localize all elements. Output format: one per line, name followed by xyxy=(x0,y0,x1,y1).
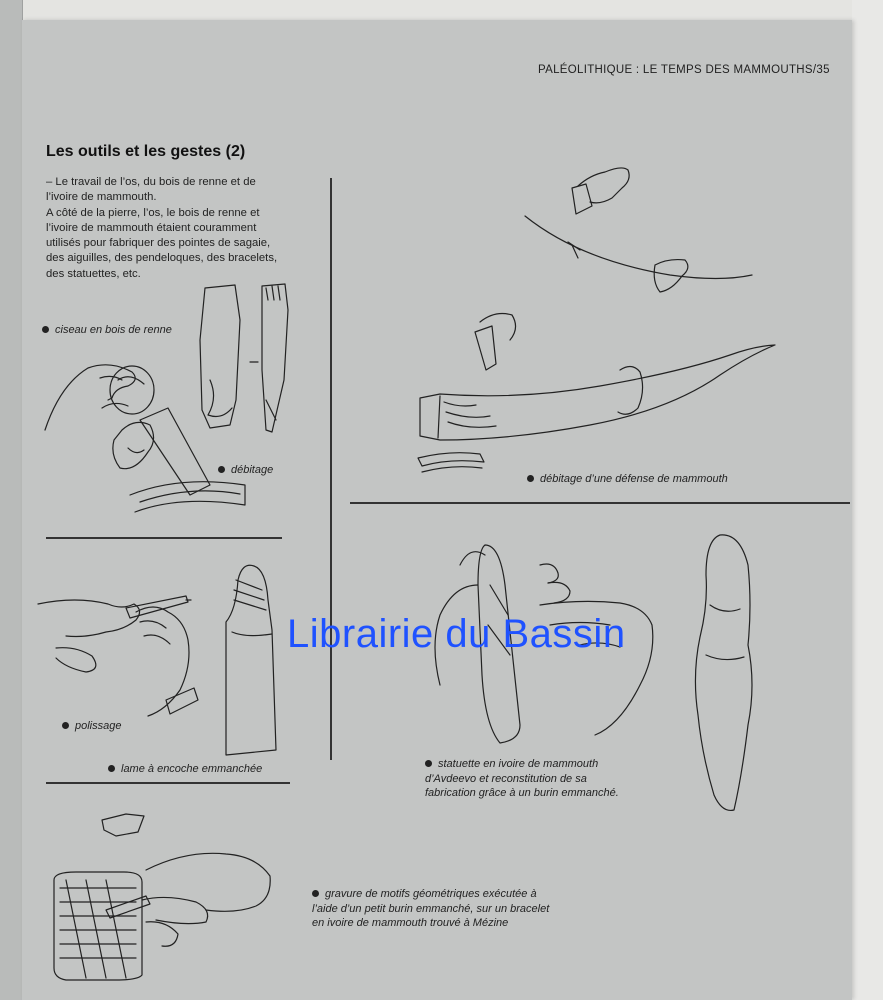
caption-ciseau: ciseau en bois de renne xyxy=(42,323,172,338)
bullet-icon xyxy=(425,760,432,767)
caption-polissage: polissage xyxy=(62,719,121,734)
bullet-icon xyxy=(42,326,49,333)
intro-line-1: – Le travail de l’os, du bois de renne et de l’ivoire de mammouth. xyxy=(46,176,256,204)
vertical-divider xyxy=(330,178,332,760)
tusk-cutting-illustration xyxy=(400,150,780,470)
intro-line-2: A côté de la pierre, l’os, le bois de renne et l’ivoire de mammouth étaient couramment utilisés pour fabriquer des pointes de sagaie, des aiguilles, des pendeloques, des bracelets, des statuettes, etc. xyxy=(46,206,278,280)
caption-lame: lame à encoche emmanchée xyxy=(108,762,262,777)
horizontal-divider-left-1 xyxy=(46,537,282,539)
bullet-icon xyxy=(218,466,225,473)
background-edge xyxy=(852,0,883,1000)
running-head: PALÉOLITHIQUE : LE TEMPS DES MAMMOUTHS/35 xyxy=(538,64,830,76)
horizontal-divider-left-2 xyxy=(46,782,290,784)
watermark: Librairie du Bassin xyxy=(287,612,626,656)
intro-text xyxy=(46,175,286,282)
left-page-edge xyxy=(0,0,23,1000)
bullet-icon xyxy=(108,765,115,772)
bullet-icon xyxy=(527,475,534,482)
page-title: Les outils et les gestes (2) xyxy=(46,143,246,160)
bullet-icon xyxy=(312,890,319,897)
caption-debitage: débitage xyxy=(218,463,273,478)
caption-gravure: gravure de motifs géométriques exécutée à l’aide d’un petit burin emmanché, sur un bracelet en ivoire de mammouth trouvé à Mézine xyxy=(312,888,550,930)
caption-debitage-defense: débitage d’une défense de mammouth xyxy=(527,472,728,487)
caption-statuette: statuette en ivoire de mammouth d’Avdeevo et reconstitution de sa fabrication grâce à un burin emmanché. xyxy=(425,758,619,800)
engraving-illustration xyxy=(46,810,316,990)
horizontal-divider-right xyxy=(350,502,850,504)
chisel-illustration xyxy=(40,280,310,520)
bullet-icon xyxy=(62,722,69,729)
